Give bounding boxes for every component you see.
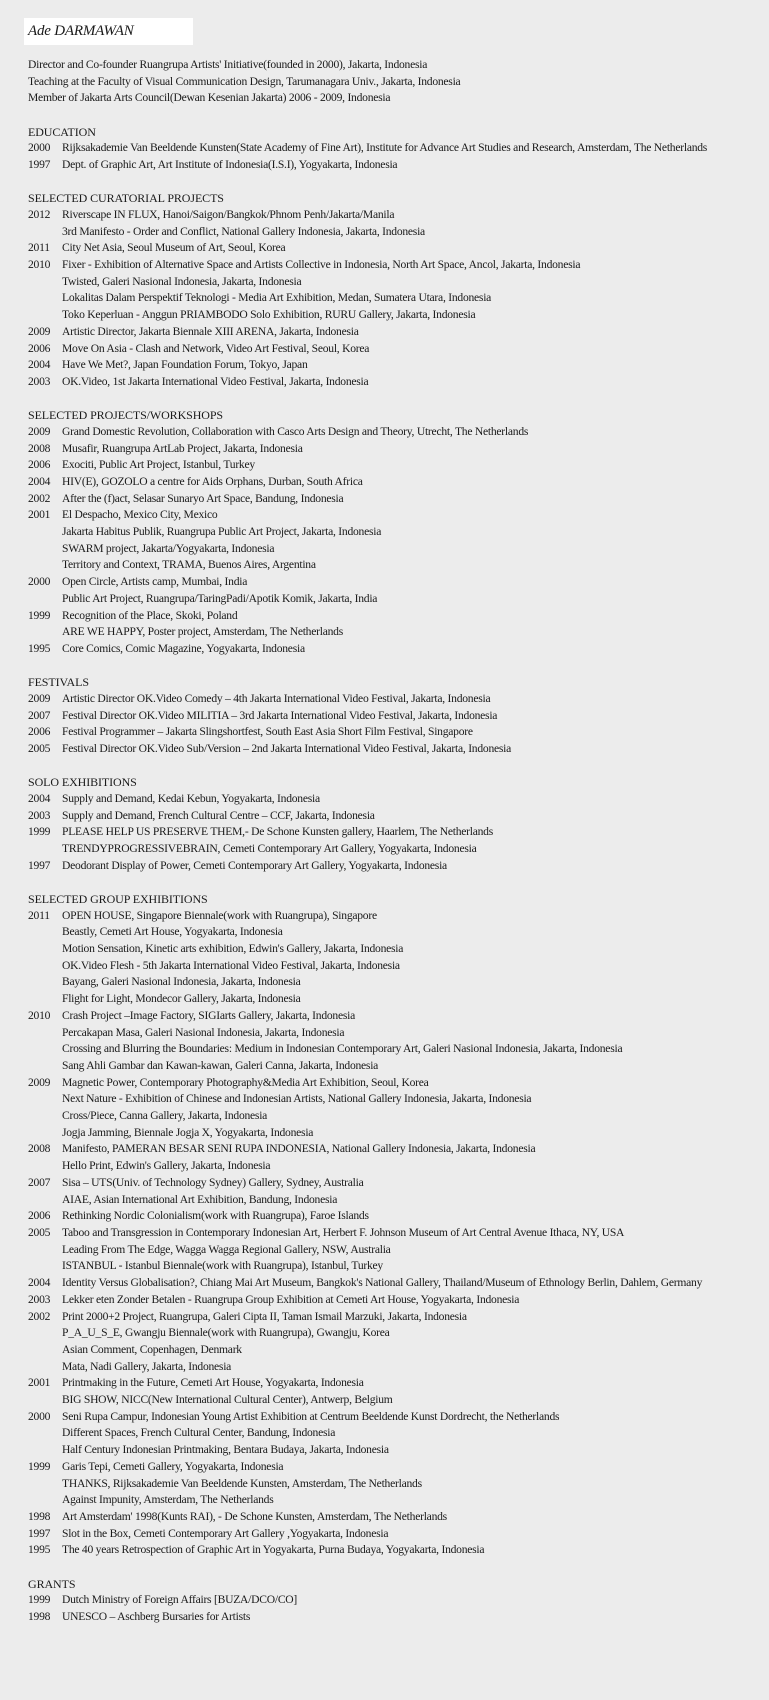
- entry-year: [28, 1158, 62, 1175]
- entry-text: Core Comics, Comic Magazine, Yogyakarta, Indonesia: [62, 642, 305, 655]
- entry-year: 2008: [28, 1142, 51, 1156]
- entry-text: Print 2000+2 Project, Ruangrupa, Galeri Cipta II, Taman Ismail Marzuki, Jakarta, Indonesia: [62, 1309, 467, 1323]
- entry-text: Rijksakademie Van Beeldende Kunsten(State Academy of Fine Art), Institute for Advance Art Studies and Research, Amsterdam, The Netherlands: [62, 141, 708, 155]
- cv-entry: [28, 1309, 763, 1326]
- cv-entry: [28, 1175, 763, 1192]
- entry-text: Dutch Ministry of Foreign Affairs [BUZA/DCO/CO]: [62, 1593, 298, 1607]
- entry-year: 2008: [28, 441, 51, 455]
- section-heading: SELECTED CURATORIAL PROJECTS: [28, 191, 224, 206]
- section-selected-curatorial-projects: [28, 190, 763, 390]
- cv-entry: [28, 507, 763, 524]
- entry-year: 2004: [28, 358, 51, 372]
- entry-year: 1995: [28, 1543, 51, 1557]
- section-solo-exhibitions: [28, 774, 763, 874]
- entry-year: 2001: [28, 508, 51, 522]
- entry-text: Lokalitas Dalam Perspektif Teknologi - Media Art Exhibition, Medan, Sumatera Utara, Indonesia: [62, 291, 492, 305]
- cv-entry: [28, 1292, 763, 1309]
- entry-text: Public Art Project, Ruangrupa/TaringPadi/Apotik Komik, Jakarta, India: [62, 591, 378, 605]
- entry-text: Musafir, Ruangrupa ArtLab Project, Jakarta, Indonesia: [62, 441, 303, 455]
- cv-document: [28, 18, 763, 1626]
- intro-block: [28, 57, 763, 107]
- entry-year: [28, 557, 62, 574]
- entry-year: [28, 1342, 62, 1359]
- cv-entry: [28, 441, 763, 458]
- cv-entry: [28, 457, 763, 474]
- entry-text: Dept. of Graphic Art, Art Institute of Indonesia(I.S.I), Yogyakarta, Indonesia: [62, 158, 398, 172]
- cv-entry: [28, 1041, 763, 1058]
- entry-year: 2005: [28, 1226, 51, 1239]
- cv-entry: [28, 1108, 763, 1125]
- entry-text: OPEN HOUSE, Singapore Biennale(work with Ruangrupa), Singapore: [62, 908, 377, 922]
- cv-entry: [28, 207, 763, 224]
- entry-text: Against Impunity, Amsterdam, The Netherlands: [62, 1493, 274, 1507]
- entry-year: [28, 1476, 62, 1493]
- intro-line: Director and Co-founder Ruangrupa Artists' Initiative(founded in 2000), Jakarta, Indonesia: [28, 58, 428, 71]
- entry-text: Beastly, Cemeti Art House, Yogyakarta, Indonesia: [62, 925, 283, 939]
- entry-text: Taboo and Transgression in Contemporary Indonesian Art, Herbert F. Johnson Museum of Art Central Avenue Ithaca, NY, USA: [62, 1226, 625, 1239]
- cv-entry: [28, 240, 763, 257]
- entry-text: Fixer - Exhibition of Alternative Space and Artists Collective in Indonesia, North Art Space, Ancol, Jakarta, Indonesia: [62, 258, 581, 272]
- entry-year: [28, 524, 62, 541]
- cv-entry: [28, 1192, 763, 1209]
- cv-entry: [28, 1158, 763, 1175]
- entry-text: Asian Comment, Copenhagen, Denmark: [62, 1342, 242, 1356]
- cv-entry: [28, 1459, 763, 1476]
- cv-entry: [28, 641, 763, 658]
- entry-year: [28, 1108, 62, 1125]
- cv-entry: [28, 841, 763, 858]
- entry-text: Mata, Nadi Gallery, Jakarta, Indonesia: [62, 1359, 232, 1373]
- entry-year: 2004: [28, 791, 51, 805]
- cv-entry: [28, 1509, 763, 1526]
- section-heading: SELECTED PROJECTS/WORKSHOPS: [28, 408, 223, 423]
- entry-year: 1998: [28, 1609, 51, 1623]
- section-heading: FESTIVALS: [28, 675, 89, 690]
- cv-entry: [28, 491, 763, 508]
- entry-year: [28, 991, 62, 1008]
- section-heading: SOLO EXHIBITIONS: [28, 775, 137, 790]
- cv-entry: [28, 324, 763, 341]
- entry-text: P_A_U_S_E, Gwangju Biennale(work with Ruangrupa), Gwangju, Korea: [62, 1326, 390, 1340]
- cv-entry: [28, 1091, 763, 1108]
- entry-year: 2010: [28, 258, 51, 272]
- entry-text: Bayang, Galeri Nasional Indonesia, Jakarta, Indonesia: [62, 975, 301, 989]
- cv-entry: [28, 858, 763, 875]
- entry-year: [28, 1091, 62, 1108]
- cv-entry: [28, 557, 763, 574]
- entry-year: [28, 924, 62, 941]
- cv-entry: [28, 1208, 763, 1225]
- entry-year: 2009: [28, 1075, 51, 1089]
- cv-entry: [28, 608, 763, 625]
- entry-year: [28, 274, 62, 291]
- entry-text: Supply and Demand, French Cultural Centre – CCF, Jakarta, Indonesia: [62, 808, 375, 822]
- entry-text: Territory and Context, TRAMA, Buenos Aires, Argentina: [62, 558, 316, 572]
- entry-year: [28, 1125, 62, 1142]
- cv-entry: [28, 1025, 763, 1042]
- entry-text: Different Spaces, French Cultural Center, Bandung, Indonesia: [62, 1426, 336, 1440]
- entry-text: Grand Domestic Revolution, Collaboration with Casco Arts Design and Theory, Utrecht, The Netherlands: [62, 424, 529, 438]
- entry-year: 2003: [28, 808, 51, 822]
- entry-text: Sang Ahli Gambar dan Kawan-kawan, Galeri Canna, Jakarta, Indonesia: [62, 1058, 379, 1072]
- section-selected-projects-workshops: [28, 407, 763, 658]
- entry-year: 2007: [28, 1175, 51, 1189]
- cv-entry: [28, 1359, 763, 1376]
- entry-text: Cross/Piece, Canna Gallery, Jakarta, Indonesia: [62, 1109, 268, 1123]
- cv-entry: [28, 724, 763, 741]
- section-grants: [28, 1576, 763, 1626]
- entry-text: Riverscape IN FLUX, Hanoi/Saigon/Bangkok/Phnom Penh/Jakarta/Manila: [62, 207, 395, 221]
- cv-entry: [28, 741, 763, 758]
- entry-text: HIV(E), GOZOLO a centre for Aids Orphans, Durban, South Africa: [62, 474, 363, 488]
- entry-year: 1998: [28, 1509, 51, 1523]
- entry-year: 2004: [28, 474, 51, 488]
- entry-year: 1997: [28, 1526, 51, 1540]
- cv-entry: [28, 1275, 763, 1292]
- entry-text: Printmaking in the Future, Cemeti Art House, Yogyakarta, Indonesia: [62, 1376, 364, 1390]
- entry-text: TRENDYPROGRESSIVEBRAIN, Cemeti Contemporary Art Gallery, Yogyakarta, Indonesia: [62, 842, 477, 856]
- entry-text: Flight for Light, Mondecor Gallery, Jakarta, Indonesia: [62, 992, 301, 1006]
- section-heading: GRANTS: [28, 1576, 76, 1591]
- entry-year: [28, 224, 62, 241]
- entry-text: OK.Video, 1st Jakarta International Video Festival, Jakarta, Indonesia: [62, 374, 369, 388]
- cv-entry: [28, 224, 763, 241]
- entry-text: Rethinking Nordic Colonialism(work with Ruangrupa), Faroe Islands: [62, 1209, 369, 1223]
- cv-entry: [28, 1409, 763, 1426]
- cv-entry: [28, 1542, 763, 1559]
- entry-text: Toko Keperluan - Anggun PRIAMBODO Solo Exhibition, RURU Gallery, Jakarta, Indonesia: [62, 308, 476, 322]
- entry-text: Crossing and Blurring the Boundaries: Medium in Indonesian Contemporary Art, Galeri Nasional Indonesia, Jakarta, Indonesia: [62, 1042, 623, 1056]
- cv-entry: [28, 274, 763, 291]
- entry-text: Motion Sensation, Kinetic arts exhibition, Edwin's Gallery, Jakarta, Indonesia: [62, 942, 404, 956]
- entry-text: Garis Tepi, Cemeti Gallery, Yogyakarta, Indonesia: [62, 1459, 284, 1473]
- name-header: [24, 18, 193, 45]
- section-festivals: [28, 674, 763, 758]
- entry-year: 2012: [28, 207, 51, 221]
- entry-year: 2003: [28, 374, 51, 388]
- entry-year: [28, 1242, 62, 1259]
- cv-entry: [28, 691, 763, 708]
- entry-year: [28, 1192, 62, 1209]
- entry-year: [28, 1492, 62, 1509]
- cv-entry: [28, 474, 763, 491]
- entry-text: Twisted, Galeri Nasional Indonesia, Jakarta, Indonesia: [62, 274, 302, 288]
- entry-text: Hello Print, Edwin's Gallery, Jakarta, Indonesia: [62, 1159, 271, 1173]
- entry-year: [28, 591, 62, 608]
- cv-entry: [28, 1375, 763, 1392]
- entry-text: 3rd Manifesto - Order and Conflict, National Gallery Indonesia, Jakarta, Indonesia: [62, 224, 425, 238]
- cv-entry: [28, 974, 763, 991]
- entry-year: 2002: [28, 491, 51, 505]
- entry-text: Have We Met?, Japan Foundation Forum, Tokyo, Japan: [62, 358, 308, 372]
- entry-year: 2009: [28, 424, 51, 438]
- section-selected-group-exhibitions: [28, 891, 763, 1559]
- cv-entry: [28, 1442, 763, 1459]
- entry-year: 2009: [28, 691, 51, 705]
- entry-text: AIAE, Asian International Art Exhibition, Bandung, Indonesia: [62, 1192, 338, 1206]
- entry-text: Next Nature - Exhibition of Chinese and Indonesian Artists, National Gallery Indonesia, Jakarta, Indonesia: [62, 1092, 532, 1106]
- cv-entry: [28, 1425, 763, 1442]
- entry-text: ARE WE HAPPY, Poster project, Amsterdam, The Netherlands: [62, 625, 343, 639]
- entry-year: 2000: [28, 141, 51, 155]
- cv-entry: [28, 341, 763, 358]
- entry-year: 2007: [28, 708, 51, 722]
- entry-year: [28, 1425, 62, 1442]
- cv-entry: [28, 591, 763, 608]
- cv-entry: [28, 941, 763, 958]
- entry-text: City Net Asia, Seoul Museum of Art, Seoul, Korea: [62, 241, 286, 255]
- entry-text: Festival Programmer – Jakarta Slingshortfest, South East Asia Short Film Festival, Singapore: [62, 725, 473, 739]
- entry-text: Magnetic Power, Contemporary Photography&Media Art Exhibition, Seoul, Korea: [62, 1075, 429, 1089]
- cv-entry: [28, 1258, 763, 1275]
- cv-entry: [28, 1225, 763, 1242]
- cv-entry: [28, 1476, 763, 1493]
- cv-entry: [28, 574, 763, 591]
- entry-text: Crash Project –Image Factory, SIGIarts Gallery, Jakarta, Indonesia: [62, 1008, 355, 1022]
- entry-year: 2006: [28, 1209, 51, 1223]
- cv-entry: [28, 1592, 763, 1609]
- section-heading: SELECTED GROUP EXHIBITIONS: [28, 891, 208, 906]
- entry-year: 1999: [28, 1593, 51, 1607]
- entry-text: BIG SHOW, NICC(New International Cultural Center), Antwerp, Belgium: [62, 1393, 393, 1407]
- entry-year: [28, 1392, 62, 1409]
- entry-text: OK.Video Flesh - 5th Jakarta International Video Festival, Jakarta, Indonesia: [62, 958, 400, 972]
- entry-text: Open Circle, Artists camp, Mumbai, India: [62, 575, 248, 589]
- entry-year: 1999: [28, 825, 51, 839]
- cv-entry: [28, 1075, 763, 1092]
- cv-entry: [28, 1242, 763, 1259]
- cv-sections: [28, 124, 763, 1626]
- entry-text: Seni Rupa Campur, Indonesian Young Artist Exhibition at Centrum Beeldende Kunst Dordrecht, the Netherlands: [62, 1409, 560, 1423]
- entry-year: [28, 1058, 62, 1075]
- cv-entry: [28, 1325, 763, 1342]
- entry-text: Supply and Demand, Kedai Kebun, Yogyakarta, Indonesia: [62, 791, 320, 805]
- entry-year: [28, 307, 62, 324]
- entry-year: [28, 1041, 62, 1058]
- entry-year: 1999: [28, 608, 51, 622]
- entry-year: [28, 1258, 62, 1275]
- entry-text: Move On Asia - Clash and Network, Video Art Festival, Seoul, Korea: [62, 341, 370, 355]
- entry-text: After the (f)act, Selasar Sunaryo Art Space, Bandung, Indonesia: [62, 491, 344, 505]
- entry-year: [28, 941, 62, 958]
- entry-text: Identity Versus Globalisation?, Chiang Mai Art Museum, Bangkok's National Gallery, Thailand/Museum of Ethnology Berlin, Dahlem, Germany: [62, 1276, 703, 1290]
- entry-year: 2005: [28, 742, 51, 756]
- cv-entry: [28, 824, 763, 841]
- entry-text: SWARM project, Jakarta/Yogyakarta, Indonesia: [62, 541, 275, 555]
- entry-year: [28, 1442, 62, 1459]
- cv-entry: [28, 1492, 763, 1509]
- entry-text: Sisa – UTS(Univ. of Technology Sydney) Gallery, Sydney, Australia: [62, 1175, 364, 1189]
- cv-entry: [28, 424, 763, 441]
- entry-text: UNESCO – Aschberg Bursaries for Artists: [62, 1609, 251, 1623]
- cv-entry: [28, 524, 763, 541]
- entry-year: [28, 290, 62, 307]
- entry-text: Festival Director OK.Video MILITIA – 3rd Jakarta International Video Festival, Jakarta, Indonesia: [62, 708, 498, 722]
- entry-year: 1999: [28, 1459, 51, 1473]
- entry-text: Half Century Indonesian Printmaking, Bentara Budaya, Jakarta, Indonesia: [62, 1443, 389, 1457]
- cv-entry: [28, 991, 763, 1008]
- entry-text: Exociti, Public Art Project, Istanbul, Turkey: [62, 458, 255, 472]
- entry-year: [28, 1025, 62, 1042]
- cv-entry: [28, 924, 763, 941]
- entry-year: [28, 841, 62, 858]
- cv-entry: [28, 307, 763, 324]
- intro-line: Member of Jakarta Arts Council(Dewan Kesenian Jakarta) 2006 - 2009, Indonesia: [28, 91, 391, 105]
- cv-entry: [28, 357, 763, 374]
- cv-entry: [28, 791, 763, 808]
- entry-year: 1997: [28, 858, 51, 872]
- cv-entry: [28, 624, 763, 641]
- entry-year: 2000: [28, 1409, 51, 1423]
- entry-text: Lekker eten Zonder Betalen - Ruangrupa Group Exhibition at Cemeti Art House, Yogyakarta, Indonesia: [62, 1292, 520, 1306]
- entry-year: [28, 1359, 62, 1376]
- entry-year: 2000: [28, 575, 51, 589]
- entry-year: 2009: [28, 324, 51, 338]
- entry-text: Slot in the Box, Cemeti Contemporary Art Gallery ,Yogyakarta, Indonesia: [62, 1526, 389, 1540]
- cv-entry: [28, 541, 763, 558]
- entry-year: [28, 958, 62, 975]
- cv-entry: [28, 1526, 763, 1543]
- cv-entry: [28, 157, 763, 174]
- cv-entry: [28, 290, 763, 307]
- cv-entry: [28, 1008, 763, 1025]
- artist-name: Ade DARMAWAN: [28, 23, 134, 39]
- cv-entry: [28, 958, 763, 975]
- entry-text: Art Amsterdam' 1998(Kunts RAI), - De Schone Kunsten, Amsterdam, The Netherlands: [62, 1509, 447, 1523]
- intro-line: Teaching at the Faculty of Visual Communication Design, Tarumanagara Univ., Jakarta, Indonesia: [28, 74, 461, 88]
- entry-text: The 40 years Retrospection of Graphic Art in Yogyakarta, Purna Budaya, Yogyakarta, Indonesia: [62, 1543, 485, 1557]
- cv-entry: [28, 1609, 763, 1626]
- entry-year: 2011: [28, 241, 50, 255]
- cv-entry: [28, 1141, 763, 1158]
- cv-entry: [28, 908, 763, 925]
- entry-year: 2006: [28, 458, 51, 472]
- entry-text: Jogja Jamming, Biennale Jogja X, Yogyakarta, Indonesia: [62, 1125, 314, 1139]
- entry-text: Leading From The Edge, Wagga Wagga Regional Gallery, NSW, Australia: [62, 1242, 391, 1256]
- cv-entry: [28, 374, 763, 391]
- entry-year: 2003: [28, 1292, 51, 1306]
- entry-year: 2006: [28, 341, 51, 355]
- entry-text: THANKS, Rijksakademie Van Beeldende Kunsten, Amsterdam, The Netherlands: [62, 1476, 422, 1490]
- entry-year: 2004: [28, 1276, 51, 1290]
- cv-entry: [28, 140, 763, 157]
- entry-year: [28, 1325, 62, 1342]
- cv-entry: [28, 808, 763, 825]
- entry-text: Jakarta Habitus Publik, Ruangrupa Public Art Project, Jakarta, Indonesia: [62, 525, 382, 539]
- cv-entry: [28, 1058, 763, 1075]
- entry-text: Artistic Director, Jakarta Biennale XIII ARENA, Jakarta, Indonesia: [62, 324, 359, 338]
- entry-year: 2011: [28, 908, 50, 922]
- entry-text: El Despacho, Mexico City, Mexico: [62, 508, 218, 522]
- entry-text: Deodorant Display of Power, Cemeti Contemporary Art Gallery, Yogyakarta, Indonesia: [62, 858, 447, 872]
- cv-entry: [28, 1342, 763, 1359]
- entry-text: Festival Director OK.Video Sub/Version – 2nd Jakarta International Video Festival, Jakarta, Indonesia: [62, 742, 512, 756]
- entry-year: [28, 541, 62, 558]
- entry-year: 2006: [28, 725, 51, 739]
- entry-text: Artistic Director OK.Video Comedy – 4th Jakarta International Video Festival, Jakarta, Indonesia: [62, 691, 491, 705]
- entry-text: Recognition of the Place, Skoki, Poland: [62, 608, 238, 622]
- entry-text: PLEASE HELP US PRESERVE THEM,- De Schone Kunsten gallery, Haarlem, The Netherlands: [62, 825, 493, 839]
- entry-year: 1997: [28, 158, 51, 172]
- cv-entry: [28, 257, 763, 274]
- entry-text: ISTANBUL - Istanbul Biennale(work with Ruangrupa), Istanbul, Turkey: [62, 1259, 383, 1273]
- section-heading: EDUCATION: [28, 124, 96, 139]
- cv-entry: [28, 1125, 763, 1142]
- entry-text: Manifesto, PAMERAN BESAR SENI RUPA INDONESIA, National Gallery Indonesia, Jakarta, Indonesia: [62, 1142, 536, 1156]
- entry-year: [28, 974, 62, 991]
- entry-year: 1995: [28, 642, 51, 655]
- section-education: [28, 124, 763, 174]
- cv-entry: [28, 708, 763, 725]
- entry-year: 2002: [28, 1309, 51, 1323]
- entry-year: 2001: [28, 1376, 51, 1390]
- entry-text: Percakapan Masa, Galeri Nasional Indonesia, Jakarta, Indonesia: [62, 1025, 345, 1039]
- entry-year: 2010: [28, 1008, 51, 1022]
- entry-year: [28, 624, 62, 641]
- cv-entry: [28, 1392, 763, 1409]
